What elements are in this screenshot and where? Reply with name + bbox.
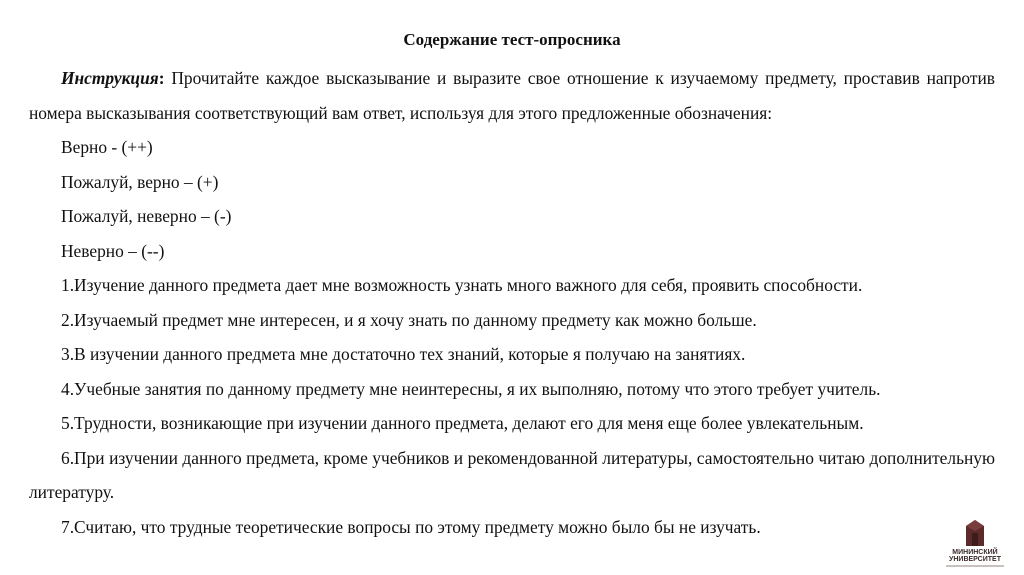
statement-item: 5.Трудности, возникающие при изучении данного предмета, делают его для меня еще более увлекательным. bbox=[61, 413, 864, 433]
legend-item: Неверно – (--) bbox=[61, 240, 165, 261]
legend-item: Пожалуй, верно – (+) bbox=[61, 171, 219, 192]
logo-underline bbox=[946, 565, 1004, 567]
university-tower-icon bbox=[963, 519, 987, 547]
logo-line-2: УНИВЕРСИТЕТ bbox=[949, 556, 1001, 563]
legend-item: Пожалуй, неверно – (-) bbox=[61, 206, 232, 226]
page-title: Содержание тест-опросника bbox=[403, 30, 621, 49]
instruction-label: Инструкция bbox=[61, 68, 159, 88]
instruction-colon: : bbox=[158, 68, 165, 88]
statement-item: 4.Учебные занятия по данному предмету мне неинтересны, я их выполняю, потому что этого требует учитель. bbox=[61, 378, 881, 399]
statement-item: 6.При изучении данного предмета, кроме учебников и рекомендованной литературы, самостоятельно читаю дополнительную литературу. bbox=[29, 447, 995, 502]
legend-item: Верно - (++) bbox=[61, 137, 153, 157]
statement-item: 2.Изучаемый предмет мне интересен, и я хочу знать по данному предмету как можно больше. bbox=[61, 309, 757, 330]
questionnaire-content bbox=[29, 61, 995, 544]
instruction-text: Прочитайте каждое высказывание и выразите свое отношение к изучаемому предмету, проставив напротив номера высказывания соответствующий вам ответ, используя для этого предложенные обозначения: bbox=[29, 68, 995, 123]
statement-item: 1.Изучение данного предмета дает мне возможность узнать много важного для себя, проявить способности. bbox=[61, 275, 863, 295]
statement-item: 3.В изучении данного предмета мне достаточно тех знаний, которые я получаю на занятиях. bbox=[61, 344, 746, 364]
logo-text bbox=[940, 549, 1010, 563]
instruction-paragraph bbox=[29, 61, 995, 130]
logo-line-1: МИНИНСКИЙ bbox=[952, 549, 998, 556]
statement-item: 7.Считаю, что трудные теоретические вопросы по этому предмету можно было бы не изучать. bbox=[61, 516, 761, 537]
university-logo bbox=[940, 519, 1010, 571]
